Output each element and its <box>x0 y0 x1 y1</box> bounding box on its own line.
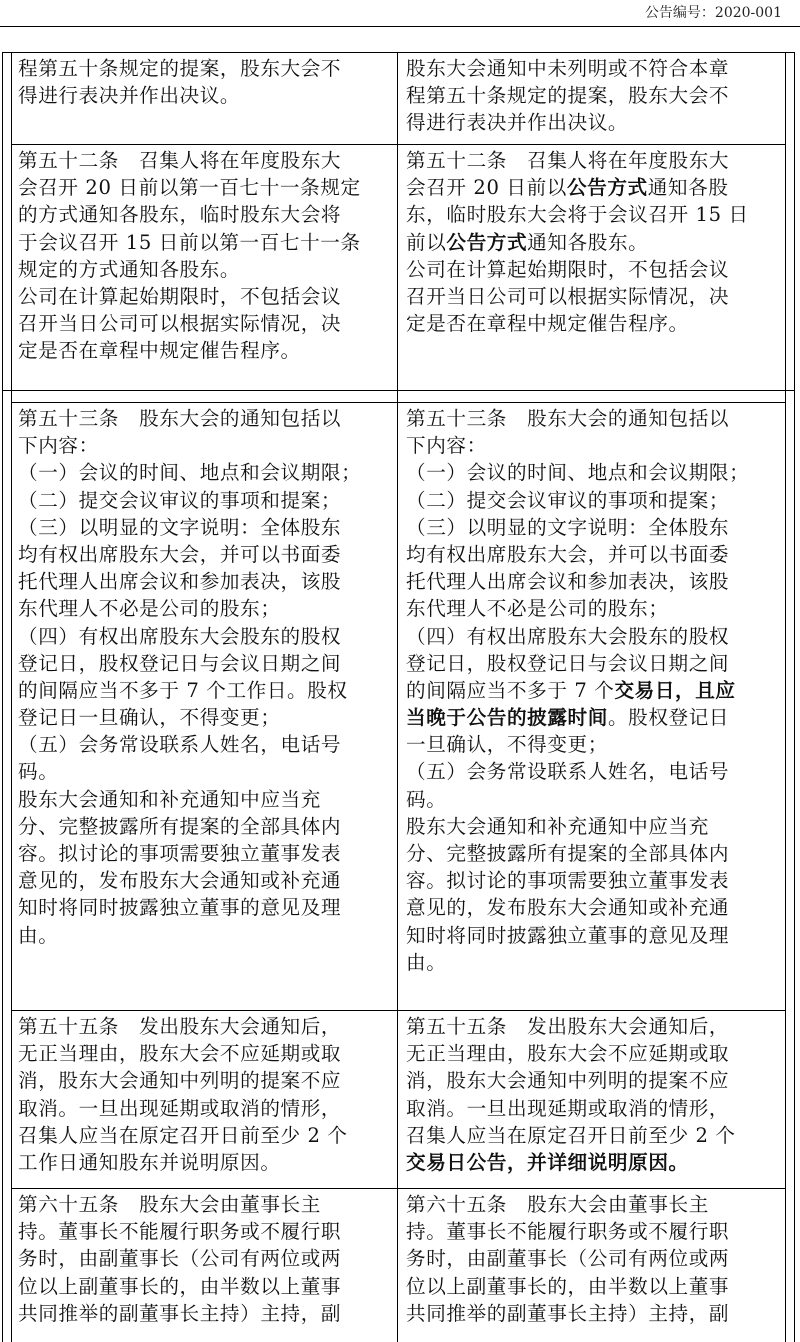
text-line <box>18 1273 341 1300</box>
text-segment: （三）以明显的文字说明：全体股东 <box>406 515 730 539</box>
bold-text-segment: 公告方式 <box>446 230 528 254</box>
bold-text-segment: 交易日，且应 <box>614 678 736 702</box>
text-line <box>406 813 749 840</box>
text-segment: 一旦确认，不得变更； <box>406 733 608 757</box>
text-segment: 第六十五条 股东大会由董事长主 <box>406 1193 709 1216</box>
text-segment: （二）提交会议审议的事项和提案； <box>406 488 730 512</box>
text-segment: 分、完整披露所有提案的全部具体内 <box>406 842 730 865</box>
text-segment: 第五十三条 股东大会的通知包括以 <box>18 407 342 430</box>
text-segment: 召集人应当在原定召开日前至少 2 个 <box>406 1123 736 1147</box>
row-divider <box>11 402 785 403</box>
text-line <box>406 922 749 949</box>
text-line <box>18 568 361 595</box>
text-line <box>406 704 749 731</box>
text-line <box>18 1067 348 1094</box>
text-segment: 持。董事长不能履行职务或不履行职 <box>18 1220 342 1244</box>
header-code: 公告编号：2020-001 <box>644 5 782 21</box>
table-cell-left-row-1 <box>18 55 341 109</box>
text-line <box>18 677 361 704</box>
table-cell-left-row-3 <box>18 405 361 949</box>
text-segment: 由。 <box>406 950 447 974</box>
row-divider <box>2 390 795 391</box>
text-segment: 的间隔应当不多于 7 个工作日。股权 <box>18 678 348 702</box>
text-line <box>406 568 749 595</box>
text-line <box>18 229 361 256</box>
text-line <box>406 1273 729 1300</box>
row-divider <box>2 52 795 53</box>
text-line <box>406 82 729 109</box>
text-segment: 第五十五条 发出股东大会通知后， <box>18 1015 342 1038</box>
table-column-divider <box>397 52 398 1342</box>
text-segment: 知时将同时披露独立董事的意见及理 <box>18 896 342 920</box>
text-segment: 消，股东大会通知中列明的提案不应 <box>406 1069 730 1093</box>
text-line <box>18 459 361 486</box>
text-line <box>18 337 361 364</box>
table-cell-left-row-4 <box>18 1013 348 1176</box>
text-segment: 下内容： <box>18 434 99 458</box>
text-segment: 分、完整披露所有提案的全部具体内 <box>18 814 342 838</box>
text-segment: 均有权出席股东大会，并可以书面委 <box>18 542 342 566</box>
text-line <box>18 310 361 337</box>
text-line <box>406 459 749 486</box>
header-rule <box>0 26 800 27</box>
text-line <box>18 1191 341 1218</box>
text-segment: 程第五十条规定的提案，股东大会不 <box>406 84 730 108</box>
text-line <box>406 650 749 677</box>
text-line <box>18 487 361 514</box>
text-segment: 的间隔应当不多于 7 个 <box>406 678 615 702</box>
text-segment: 知时将同时披露独立董事的意见及理 <box>406 923 730 947</box>
text-segment: 规定的方式通知各股东。 <box>18 257 241 281</box>
text-segment: （一）会议的时间、地点和会议期限； <box>18 461 362 485</box>
text-segment: 容。拟讨论的事项需要独立董事发表 <box>18 842 342 865</box>
table-cell-right-row-5 <box>406 1191 729 1327</box>
row-divider <box>11 1188 785 1189</box>
text-line <box>18 922 361 949</box>
bold-text-segment: 交易日公告，并详细说明原因。 <box>406 1150 689 1174</box>
text-segment: 共同推举的副董事长主持）主持，副 <box>18 1301 342 1325</box>
text-line <box>406 405 749 432</box>
text-segment: 通知各股东。 <box>527 230 649 254</box>
text-line <box>18 867 361 894</box>
text-segment: 由。 <box>18 923 59 947</box>
text-line <box>406 1067 736 1094</box>
text-segment: 通知各股 <box>647 176 729 200</box>
text-segment: 股东大会通知中未列明或不符合本章 <box>406 57 730 80</box>
text-line <box>18 1300 341 1327</box>
text-segment: （五）会务常设联系人姓名，电话号 <box>18 733 342 757</box>
text-line <box>18 894 361 921</box>
text-segment: 会召开 20 日前以第一百七十一条规定 <box>18 176 361 200</box>
text-segment: 登记日，股权登记日与会议日期之间 <box>18 651 342 675</box>
text-line <box>18 1122 348 1149</box>
text-line <box>18 432 361 459</box>
text-line <box>406 867 749 894</box>
text-line <box>18 813 361 840</box>
text-segment: 码。 <box>406 787 447 811</box>
text-segment: 均有权出席股东大会，并可以书面委 <box>406 542 730 566</box>
text-segment: 程第五十条规定的提案，股东大会不 <box>18 57 342 80</box>
text-segment: 消，股东大会通知中列明的提案不应 <box>18 1069 342 1093</box>
text-segment: 容。拟讨论的事项需要独立董事发表 <box>406 869 730 893</box>
text-line <box>406 55 729 82</box>
text-segment: 码。 <box>18 760 59 784</box>
text-segment: 无正当理由，股东大会不应延期或取 <box>406 1042 730 1066</box>
text-segment: 的方式通知各股东，临时股东大会将 <box>18 203 342 227</box>
text-segment: 召开当日公司可以根据实际情况，决 <box>406 284 730 308</box>
text-segment: 公司在计算起始期限时，不包括会议 <box>18 284 342 308</box>
text-segment: 共同推举的副董事长主持）主持，副 <box>406 1301 730 1325</box>
text-segment: 工作日通知股东并说明原因。 <box>18 1150 281 1174</box>
text-line <box>406 786 749 813</box>
text-segment: 取消。一旦出现延期或取消的情形， <box>406 1096 730 1120</box>
text-line <box>406 256 749 283</box>
text-line <box>18 1218 341 1245</box>
text-segment: 托代理人出席会议和参加表决，该股 <box>18 570 342 594</box>
text-segment: 第五十五条 发出股东大会通知后， <box>406 1015 730 1038</box>
table-outer-right <box>794 52 795 1342</box>
table-cell-right-row-1 <box>406 55 729 137</box>
text-segment: 东代理人不必是公司的股东； <box>406 597 669 621</box>
text-segment: （三）以明显的文字说明：全体股东 <box>18 515 342 539</box>
table-cell-right-row-4 <box>406 1013 736 1176</box>
text-line <box>406 1013 736 1040</box>
text-segment: 取消。一旦出现延期或取消的情形， <box>18 1096 342 1120</box>
text-line <box>18 840 361 867</box>
text-segment: 登记日，股权登记日与会议日期之间 <box>406 651 730 675</box>
text-line <box>18 758 361 785</box>
text-line <box>18 514 361 541</box>
text-line <box>18 1245 341 1272</box>
text-line <box>18 55 341 82</box>
text-segment: （一）会议的时间、地点和会议期限； <box>406 461 750 485</box>
text-line <box>406 595 749 622</box>
text-line <box>18 1149 348 1176</box>
text-line <box>406 147 749 174</box>
text-segment: （四）有权出席股东大会股东的股权 <box>406 624 730 648</box>
text-segment: （五）会务常设联系人姓名，电话号 <box>406 760 730 784</box>
text-line <box>18 256 361 283</box>
text-segment: 托代理人出席会议和参加表决，该股 <box>406 570 730 594</box>
text-line <box>406 541 749 568</box>
text-line <box>18 82 341 109</box>
table-border-right <box>785 52 786 1342</box>
text-line <box>406 229 749 256</box>
text-line <box>18 541 361 568</box>
text-line <box>406 1040 736 1067</box>
text-segment: 召集人应当在原定召开日前至少 2 个 <box>18 1123 348 1147</box>
row-divider <box>11 1010 785 1011</box>
text-line <box>18 1040 348 1067</box>
text-line <box>406 201 749 228</box>
text-line <box>406 174 749 201</box>
text-segment: 东代理人不必是公司的股东； <box>18 597 281 621</box>
table-cell-left-row-2 <box>18 147 361 365</box>
text-line <box>406 283 749 310</box>
text-segment: 意见的，发布股东大会通知或补充通 <box>406 896 730 920</box>
text-segment: 定是否在章程中规定催告程序。 <box>18 339 301 363</box>
row-divider <box>11 144 785 145</box>
table-inner-left <box>11 52 12 1342</box>
text-segment: 务时，由副董事长（公司有两位或两 <box>18 1247 342 1271</box>
table-cell-right-row-2 <box>406 147 749 337</box>
text-segment: 前以 <box>406 230 447 254</box>
bold-text-segment: 公告方式 <box>566 176 648 200</box>
text-line <box>406 1191 729 1218</box>
text-line <box>18 1013 348 1040</box>
text-line <box>406 1122 736 1149</box>
text-segment: 登记日一旦确认，不得变更； <box>18 706 281 730</box>
text-segment: 意见的，发布股东大会通知或补充通 <box>18 869 342 893</box>
text-line <box>406 623 749 650</box>
text-line <box>18 174 361 201</box>
text-segment: 得进行表决并作出决议。 <box>18 84 241 108</box>
text-line <box>18 595 361 622</box>
text-segment: 于会议召开 15 日前以第一百七十一条 <box>18 230 361 254</box>
text-line <box>406 677 749 704</box>
text-line <box>18 786 361 813</box>
text-segment: 位以上副董事长的，由半数以上董事 <box>18 1274 342 1298</box>
text-line <box>406 758 749 785</box>
text-segment: 股东大会通知和补充通知中应当充 <box>18 787 321 811</box>
text-segment: 股东大会通知和补充通知中应当充 <box>406 814 709 838</box>
text-line <box>18 623 361 650</box>
text-line <box>406 109 729 136</box>
text-segment: 持。董事长不能履行职务或不履行职 <box>406 1220 730 1244</box>
text-line <box>18 201 361 228</box>
text-segment: 务时，由副董事长（公司有两位或两 <box>406 1247 730 1271</box>
text-line <box>406 731 749 758</box>
text-line <box>406 894 749 921</box>
text-segment: 第五十二条 召集人将在年度股东大 <box>406 149 730 172</box>
text-line <box>406 487 749 514</box>
text-segment: 第五十二条 召集人将在年度股东大 <box>18 149 342 172</box>
text-segment: 无正当理由，股东大会不应延期或取 <box>18 1042 342 1066</box>
text-segment: 。股权登记日 <box>607 706 730 730</box>
text-segment: 定是否在章程中规定催告程序。 <box>406 312 689 336</box>
text-line <box>18 283 361 310</box>
table-cell-left-row-5 <box>18 1191 341 1327</box>
text-line <box>406 432 749 459</box>
text-segment: 第六十五条 股东大会由董事长主 <box>18 1193 321 1216</box>
text-line <box>406 514 749 541</box>
text-line <box>406 310 749 337</box>
table-border-left <box>2 52 3 1342</box>
text-segment: 下内容： <box>406 434 487 458</box>
text-segment: 会召开 20 日前以 <box>406 176 567 200</box>
text-line <box>18 405 361 432</box>
text-line <box>406 1218 729 1245</box>
text-line <box>18 147 361 174</box>
text-segment: （二）提交会议审议的事项和提案； <box>18 488 342 512</box>
text-segment: 位以上副董事长的，由半数以上董事 <box>406 1274 730 1298</box>
text-segment: 公司在计算起始期限时，不包括会议 <box>406 257 730 281</box>
text-line <box>18 731 361 758</box>
table-cell-right-row-3 <box>406 405 749 976</box>
bold-text-segment: 当晚于公告的披露时间 <box>406 706 608 730</box>
comparison-table <box>2 52 795 1342</box>
text-line <box>18 1095 348 1122</box>
text-segment: （四）有权出席股东大会股东的股权 <box>18 624 342 648</box>
text-line <box>18 650 361 677</box>
text-line <box>406 840 749 867</box>
text-line <box>406 1149 736 1176</box>
text-line <box>18 704 361 731</box>
text-segment: 第五十三条 股东大会的通知包括以 <box>406 407 730 430</box>
text-line <box>406 1300 729 1327</box>
text-segment: 得进行表决并作出决议。 <box>406 111 629 135</box>
text-line <box>406 1245 729 1272</box>
text-segment: 召开当日公司可以根据实际情况，决 <box>18 312 342 336</box>
text-segment: 东，临时股东大会将于会议召开 15 日 <box>406 203 749 227</box>
text-line <box>406 1095 736 1122</box>
text-line <box>406 949 749 976</box>
